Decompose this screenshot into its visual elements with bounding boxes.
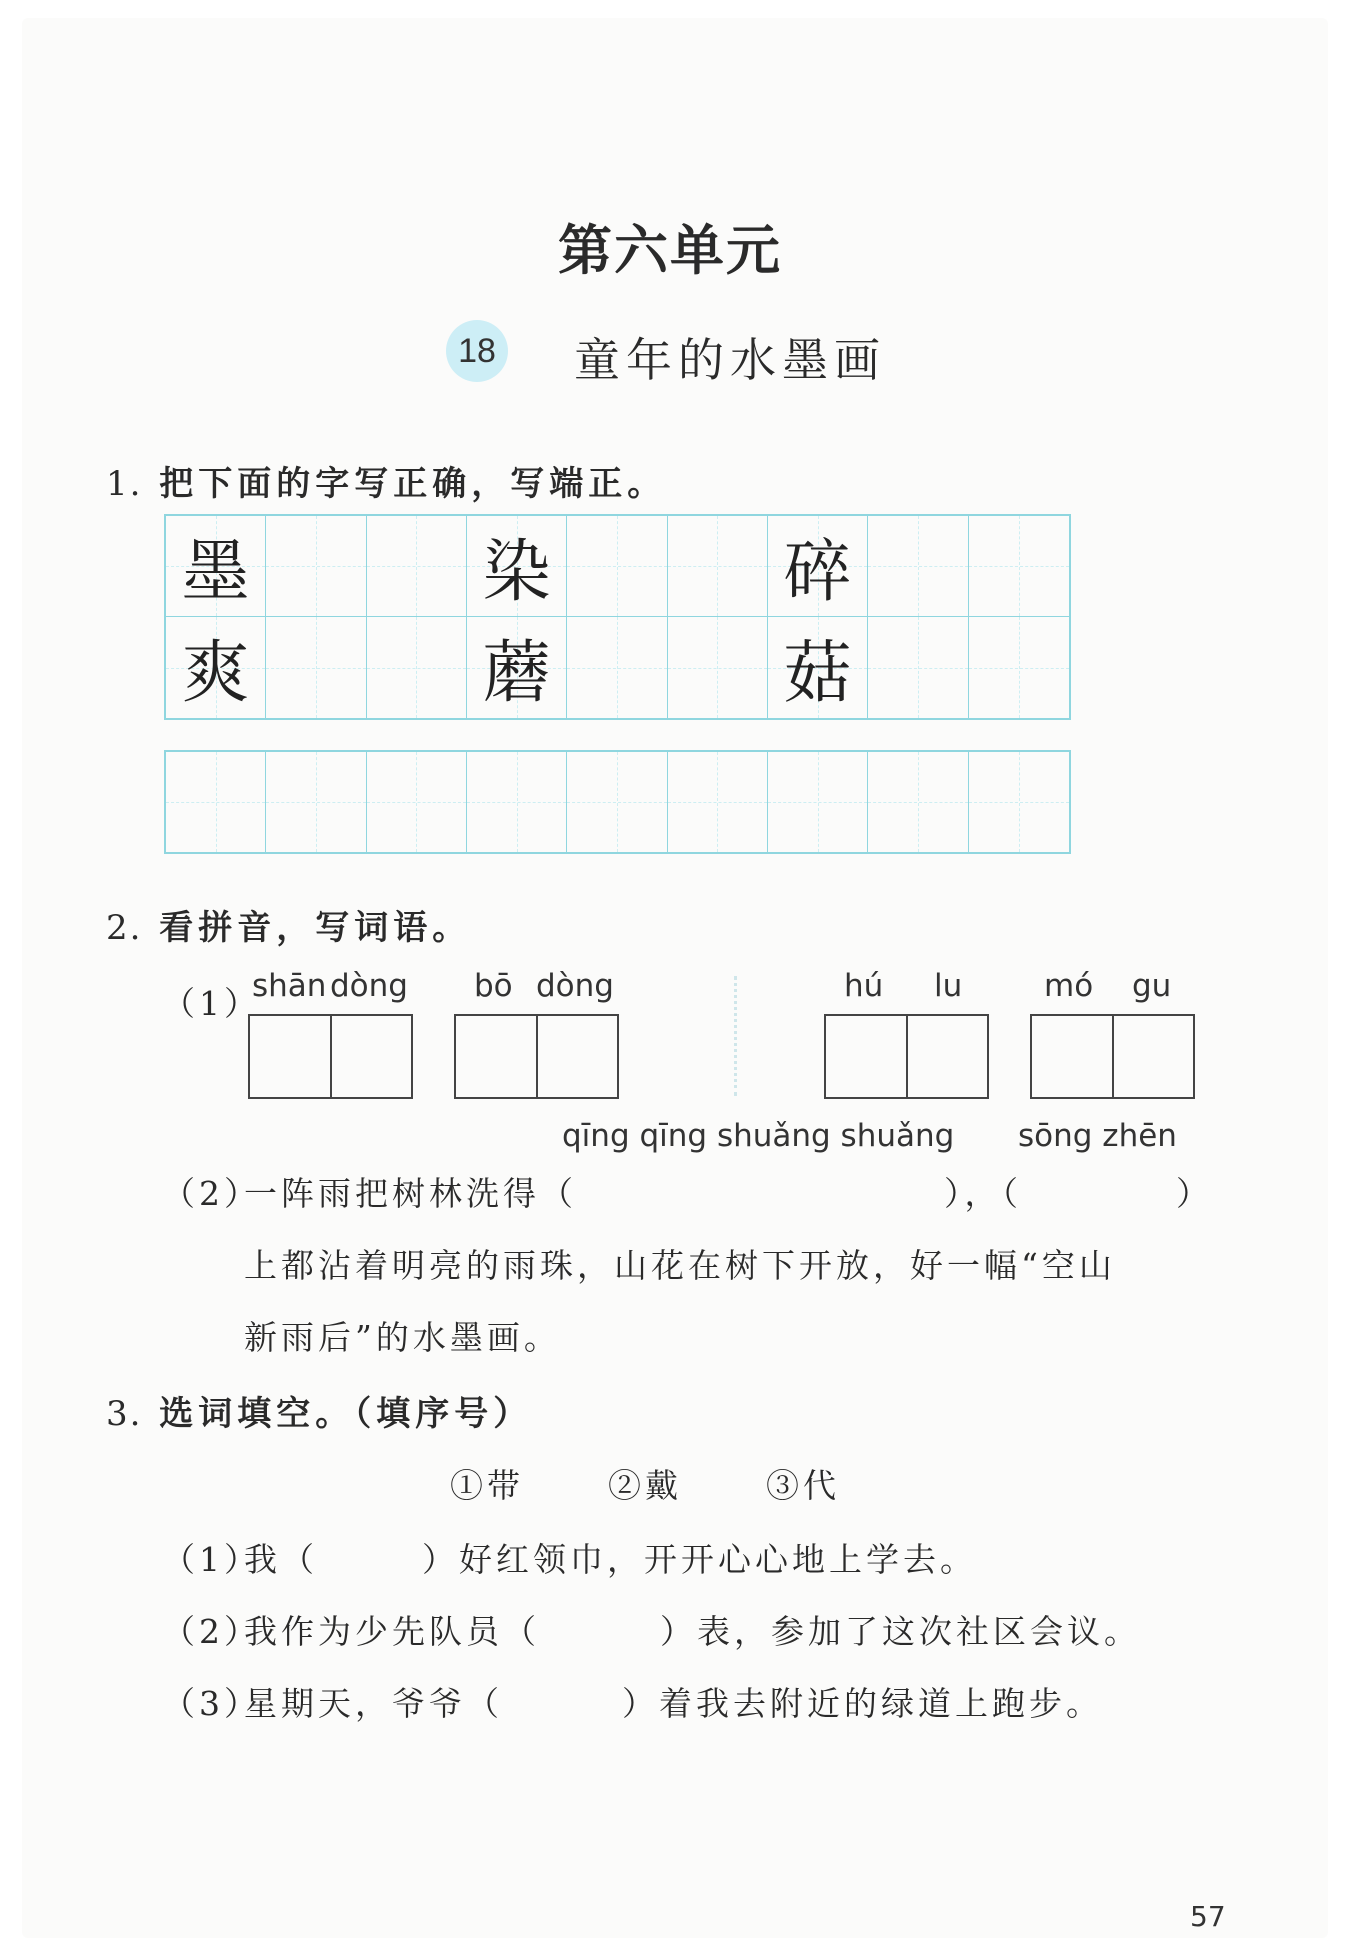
model-character: 爽 — [181, 634, 250, 713]
grid-cell[interactable] — [668, 752, 768, 852]
q3-option-1: ①带 — [450, 1466, 524, 1505]
grid-cell[interactable] — [868, 516, 968, 617]
page-number: 57 — [1190, 1900, 1226, 1933]
grid-cell[interactable] — [868, 617, 968, 718]
grid-cell[interactable] — [768, 516, 868, 617]
grid-cell[interactable] — [567, 752, 667, 852]
lesson-number-badge: 18 — [446, 320, 508, 382]
grid-cell[interactable] — [266, 752, 366, 852]
model-character: 菇 — [783, 634, 852, 713]
q3-item3-after: ）着我去附近的绿道上跑步。 — [622, 1684, 1103, 1723]
q2-sub2-line1-start: 一阵雨把树林洗得（ — [244, 1174, 577, 1213]
pinyin-word4-syllable2: gu — [1132, 968, 1172, 1004]
q2-sub1-label: （1） — [162, 984, 261, 1023]
grid-cell[interactable] — [467, 617, 567, 718]
q1-number: 1. — [106, 464, 143, 504]
q2-sub2-pinyin2: sōng zhēn — [1018, 1118, 1177, 1154]
q3-item2-before: 我作为少先队员（ — [244, 1612, 540, 1651]
grid-cell[interactable] — [969, 617, 1069, 718]
q2-sub2-pinyin1: qīng qīng shuǎng shuǎng — [562, 1118, 955, 1154]
q3-item2-label: （2） — [162, 1612, 261, 1651]
q1-heading — [106, 456, 666, 505]
workbook-page — [22, 18, 1328, 1938]
q3-item3-before: 星期天，爷爷（ — [244, 1684, 503, 1723]
q3-item1-before: 我（ — [244, 1540, 318, 1579]
q3-item1-blank[interactable] — [338, 1534, 424, 1576]
grid-cell[interactable] — [969, 516, 1069, 617]
q2-sub2-label: （2） — [162, 1174, 261, 1213]
q3-title: 选词填空。（填序号） — [159, 1394, 533, 1434]
faint-dotted-mark — [734, 976, 748, 1096]
pinyin-word1-syllable2: dòng — [330, 968, 408, 1004]
q3-number: 3. — [106, 1394, 143, 1434]
grid-cell[interactable] — [266, 516, 366, 617]
pinyin-word3-syllable1: hú — [844, 968, 884, 1004]
grid-cell[interactable] — [768, 617, 868, 718]
q1-title: 把下面的字写正确，写端正。 — [159, 464, 667, 504]
q2-heading — [106, 900, 471, 949]
q3-item2-blank[interactable] — [576, 1606, 662, 1648]
q3-option-3: ③代 — [766, 1466, 840, 1505]
q2-sub2-line2: 上都沾着明亮的雨珠，山花在树下开放，好一幅“空山 — [244, 1246, 1116, 1285]
pinyin-word2-syllable1: bō — [474, 968, 513, 1004]
answer-box-word3[interactable] — [824, 1014, 989, 1099]
q3-heading — [106, 1386, 532, 1435]
q3-item2-after: ）表，参加了这次社区会议。 — [660, 1612, 1141, 1651]
grid-cell[interactable] — [567, 617, 667, 718]
model-character: 墨 — [181, 532, 250, 612]
grid-cell[interactable] — [367, 752, 467, 852]
q2-sub2-line3: 新雨后”的水墨画。 — [244, 1318, 561, 1357]
grid-cell[interactable] — [367, 516, 467, 617]
model-character: 蘑 — [482, 634, 551, 713]
q2-number: 2. — [106, 908, 143, 948]
grid-cell[interactable] — [567, 516, 667, 617]
grid-cell[interactable] — [668, 516, 768, 617]
pinyin-word3-syllable2: lu — [934, 968, 963, 1004]
grid-cell[interactable] — [467, 516, 567, 617]
grid-cell[interactable] — [266, 617, 366, 718]
unit-title: 第六单元 — [558, 218, 782, 282]
grid-cell[interactable] — [668, 617, 768, 718]
writing-grid-practice[interactable] — [164, 750, 1071, 854]
q3-option-2: ②戴 — [608, 1466, 682, 1505]
model-character: 碎 — [783, 532, 852, 612]
blank-qingqingshuangshuang[interactable] — [614, 1168, 924, 1210]
grid-cell[interactable] — [969, 752, 1069, 852]
answer-box-word4[interactable] — [1030, 1014, 1195, 1099]
grid-cell[interactable] — [768, 752, 868, 852]
grid-cell[interactable] — [367, 617, 467, 718]
grid-cell[interactable] — [868, 752, 968, 852]
answer-box-word1[interactable] — [248, 1014, 413, 1099]
q3-item3-blank[interactable] — [538, 1678, 624, 1720]
q3-item3-label: （3） — [162, 1684, 261, 1723]
pinyin-word4-syllable1: mó — [1044, 968, 1094, 1004]
grid-cell[interactable] — [166, 516, 266, 617]
writing-grid-model — [164, 514, 1071, 720]
grid-cell[interactable] — [166, 617, 266, 718]
lesson-title: 童年的水墨画 — [574, 333, 886, 387]
q2-sub2-line1-middle: ），（ — [944, 1174, 1022, 1213]
grid-cell[interactable] — [166, 752, 266, 852]
blank-songzhen[interactable] — [1026, 1168, 1166, 1210]
q3-item1-after: ）好红领巾，开开心心地上学去。 — [422, 1540, 977, 1579]
q2-sub2-line1-end: ） — [1176, 1174, 1213, 1213]
pinyin-word2-syllable2: dòng — [536, 968, 614, 1004]
grid-cell[interactable] — [467, 752, 567, 852]
model-character: 染 — [482, 532, 551, 612]
pinyin-word1-syllable1: shān — [252, 968, 327, 1004]
q3-item1-label: （1） — [162, 1540, 261, 1579]
answer-box-word2[interactable] — [454, 1014, 619, 1099]
q2-title: 看拼音，写词语。 — [159, 908, 472, 948]
